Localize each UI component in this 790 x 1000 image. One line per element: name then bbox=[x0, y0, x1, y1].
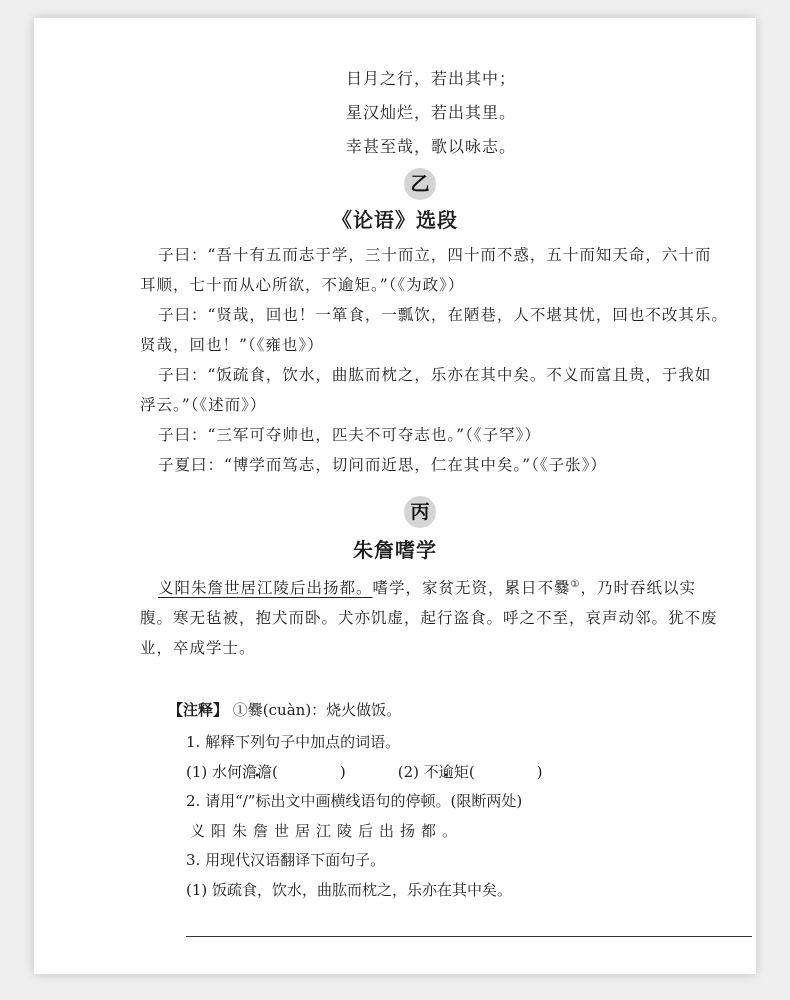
section-title-zhuzhan: 朱詹嗜学 bbox=[353, 538, 437, 562]
zhuzhan-paragraph: 义阳朱詹世居江陵后出扬都。嗜学，家贫无资，累日不爨①，乃时吞纸以实 腹。寒无毡被，抱犬而卧。犬亦饥虚，起行盗食。呼之不至，哀声动邻。犹不废 业，卒成学士。 bbox=[140, 579, 718, 658]
question-2-sentence: 义阳朱詹世居江陵后出扬都。 bbox=[190, 821, 464, 840]
question-3-item: (1) 饭疏食，饮水，曲肱而枕之，乐亦在其中矣。 bbox=[186, 880, 513, 899]
annotation bbox=[168, 696, 401, 724]
question-2: 2. 请用“/”标出文中画横线语句的停顿。(限断两处) bbox=[186, 792, 523, 810]
annotation-text: ①爨(cuàn)：烧火做饭。 bbox=[232, 701, 402, 719]
lunyu-paragraph: 子夏曰：“博学而笃志，切问而近思，仁在其中矣。”（《子张》） bbox=[158, 456, 607, 474]
lunyu-paragraph: 子曰：“吾十有五而志于学，三十而立，四十而不惑，五十而知天命，六十而 耳顺，七十而从心所欲，不逾矩。”（《为政》） bbox=[140, 246, 712, 294]
lunyu-paragraph: 子曰：“贤哉，回也！一箪食，一瓢饮，在陋巷，人不堪其忧，回也不改其乐。 贤哉，回也！”（《雍也》） bbox=[140, 306, 728, 354]
poem-line: 幸甚至哉，歌以咏志。 bbox=[346, 137, 517, 156]
footnote-mark: ① bbox=[570, 579, 581, 590]
answer-line[interactable] bbox=[186, 936, 752, 937]
question-3: 3. 用现代汉语翻译下面句子。 bbox=[186, 851, 386, 869]
lunyu-paragraph: 子曰：“饭疏食，饮水，曲肱而枕之，乐亦在其中矣。不义而富且贵，于我如 浮云。”（《述而》） bbox=[140, 366, 712, 414]
exercise-questions bbox=[186, 728, 543, 905]
poem-line: 日月之行，若出其中； bbox=[346, 69, 517, 88]
dotted-word: 澹澹 bbox=[242, 762, 273, 781]
document-page bbox=[34, 18, 756, 974]
section-title-lunyu: 《论语》选段 bbox=[332, 208, 458, 232]
underlined-sentence: 义阳朱詹世居江陵后出扬都。 bbox=[158, 579, 373, 598]
question-1: 1. 解释下列句子中加点的词语。 bbox=[186, 733, 401, 751]
annotation-label: 【注释】 bbox=[168, 701, 229, 719]
section-badge-bing: 丙 bbox=[404, 496, 436, 528]
poem-line: 星汉灿烂，若出其里。 bbox=[346, 103, 517, 122]
poem-excerpt bbox=[346, 62, 516, 164]
dotted-word: 逾 bbox=[438, 762, 454, 781]
section-badge-yi: 乙 bbox=[404, 168, 436, 200]
question-1-items: (1) 水何澹澹( ) (2) 不逾矩( ) bbox=[186, 762, 543, 781]
lunyu-paragraph: 子曰：“三军可夺帅也，匹夫不可夺志也。”（《子罕》） bbox=[158, 426, 541, 444]
